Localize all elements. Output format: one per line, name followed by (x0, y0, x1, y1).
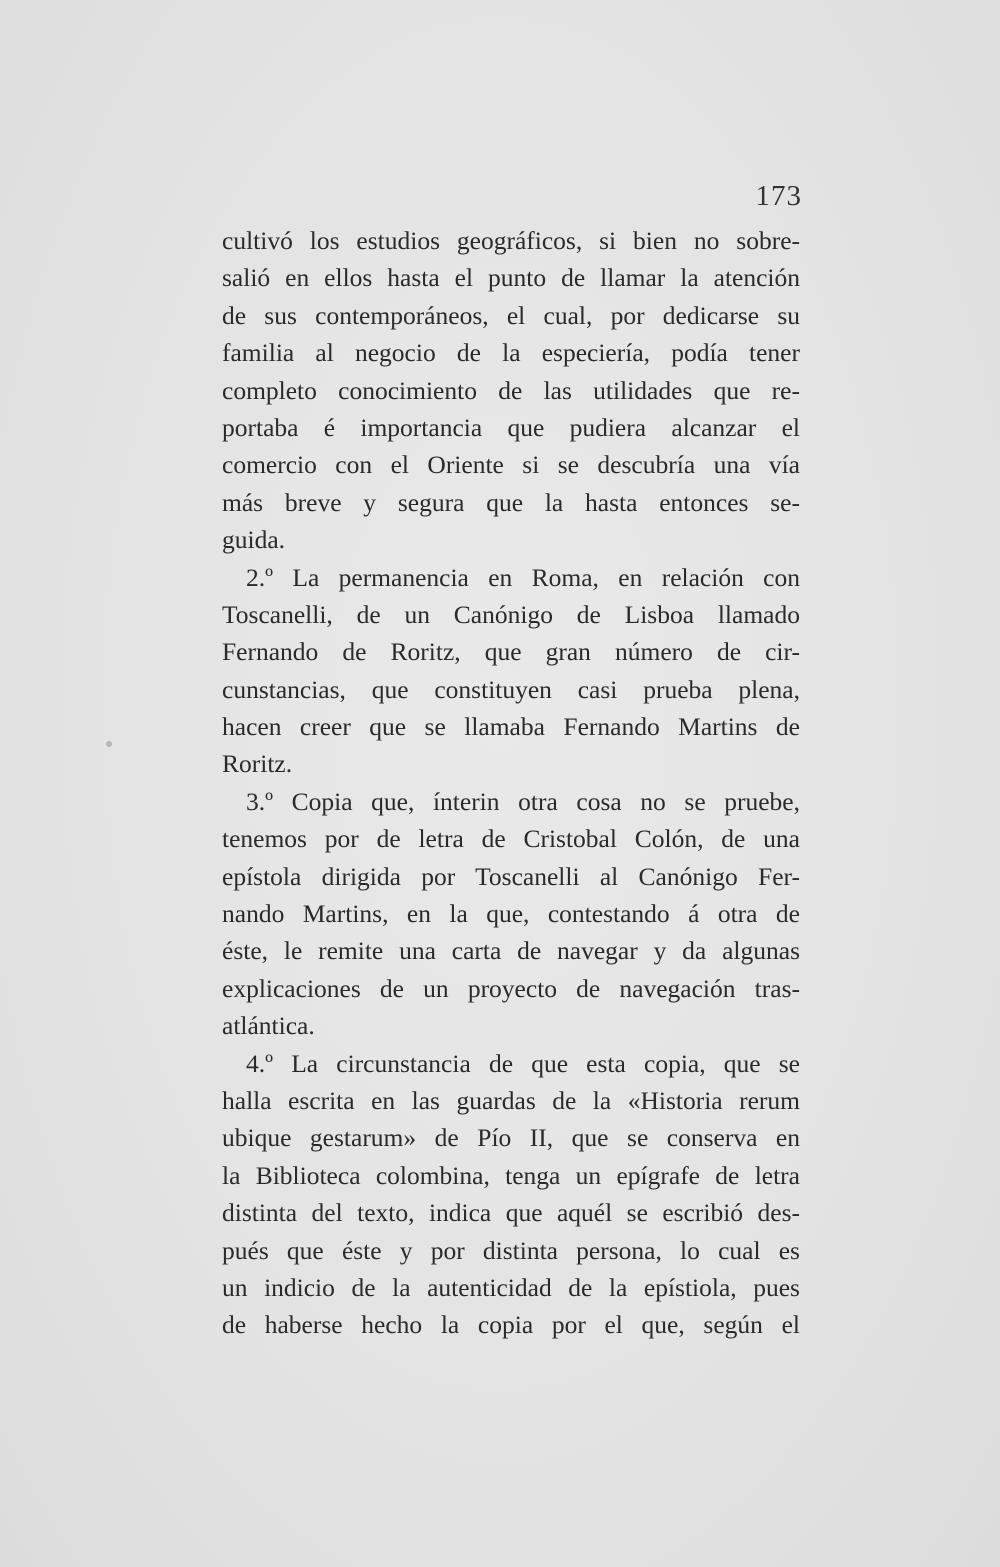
text-line: ubique gestarum» de Pío II, que se conserva en (222, 1123, 800, 1153)
text-line: cultivó los estudios geográficos, si bien no sobre- (222, 226, 800, 255)
text-line: éste, le remite una carta de navegar y da algunas (222, 936, 800, 966)
text-line: halla escrita en las guardas de la «Historia rerum (222, 1085, 800, 1115)
text-line: guida. (222, 525, 286, 555)
text-line: de sus contemporáneos, el cual, por dedicarse su (222, 300, 800, 330)
text-line: más breve y segura que la hasta entonces se- (222, 487, 800, 517)
text-line: pués que éste y por distinta persona, lo cual es (222, 1235, 800, 1265)
text-line: epístola dirigida por Toscanelli al Canónigo Fer- (222, 861, 800, 891)
body-text (222, 222, 800, 1344)
text-line: distinta del texto, indica que aquél se escribió des- (222, 1198, 800, 1228)
text-line: Toscanelli, de un Canónigo de Lisboa llamado (222, 599, 800, 629)
text-line: Roritz. (222, 749, 293, 779)
paper-speck (106, 741, 112, 747)
text-line: 2.º La permanencia en Roma, en relación con (246, 562, 800, 592)
text-line: de haberse hecho la copia por el que, según el (222, 1310, 800, 1340)
text-line: 3.º Copia que, ínterin otra cosa no se pruebe, (246, 786, 800, 816)
text-line: completo conocimiento de las utilidades que re- (222, 375, 800, 405)
text-line: hacen creer que se llamaba Fernando Martins de (222, 712, 800, 742)
text-line: Fernando de Roritz, que gran número de cir- (222, 637, 800, 667)
text-line: portaba é importancia que pudiera alcanzar el (222, 412, 800, 442)
text-line: un indicio de la autenticidad de la epístiola, pues (222, 1272, 800, 1302)
text-line: nando Martins, en la que, contestando á otra de (222, 899, 800, 929)
text-line: explicaciones de un proyecto de navegación tras- (222, 973, 800, 1003)
page-number: 173 (755, 180, 802, 212)
text-line: cunstancias, que constituyen casi prueba plena, (222, 674, 800, 704)
text-line: atlántica. (222, 1011, 315, 1041)
text-line: la Biblioteca colombina, tenga un epígrafe de letra (222, 1160, 800, 1190)
text-line: salió en ellos hasta el punto de llamar la atención (222, 263, 800, 293)
text-line: comercio con el Oriente si se descubría una vía (222, 450, 800, 480)
text-line: 4.º La circunstancia de que esta copia, que se (246, 1048, 800, 1078)
text-line: familia al negocio de la especiería, podía tener (222, 338, 800, 368)
text-line: tenemos por de letra de Cristobal Colón, de una (222, 824, 800, 854)
